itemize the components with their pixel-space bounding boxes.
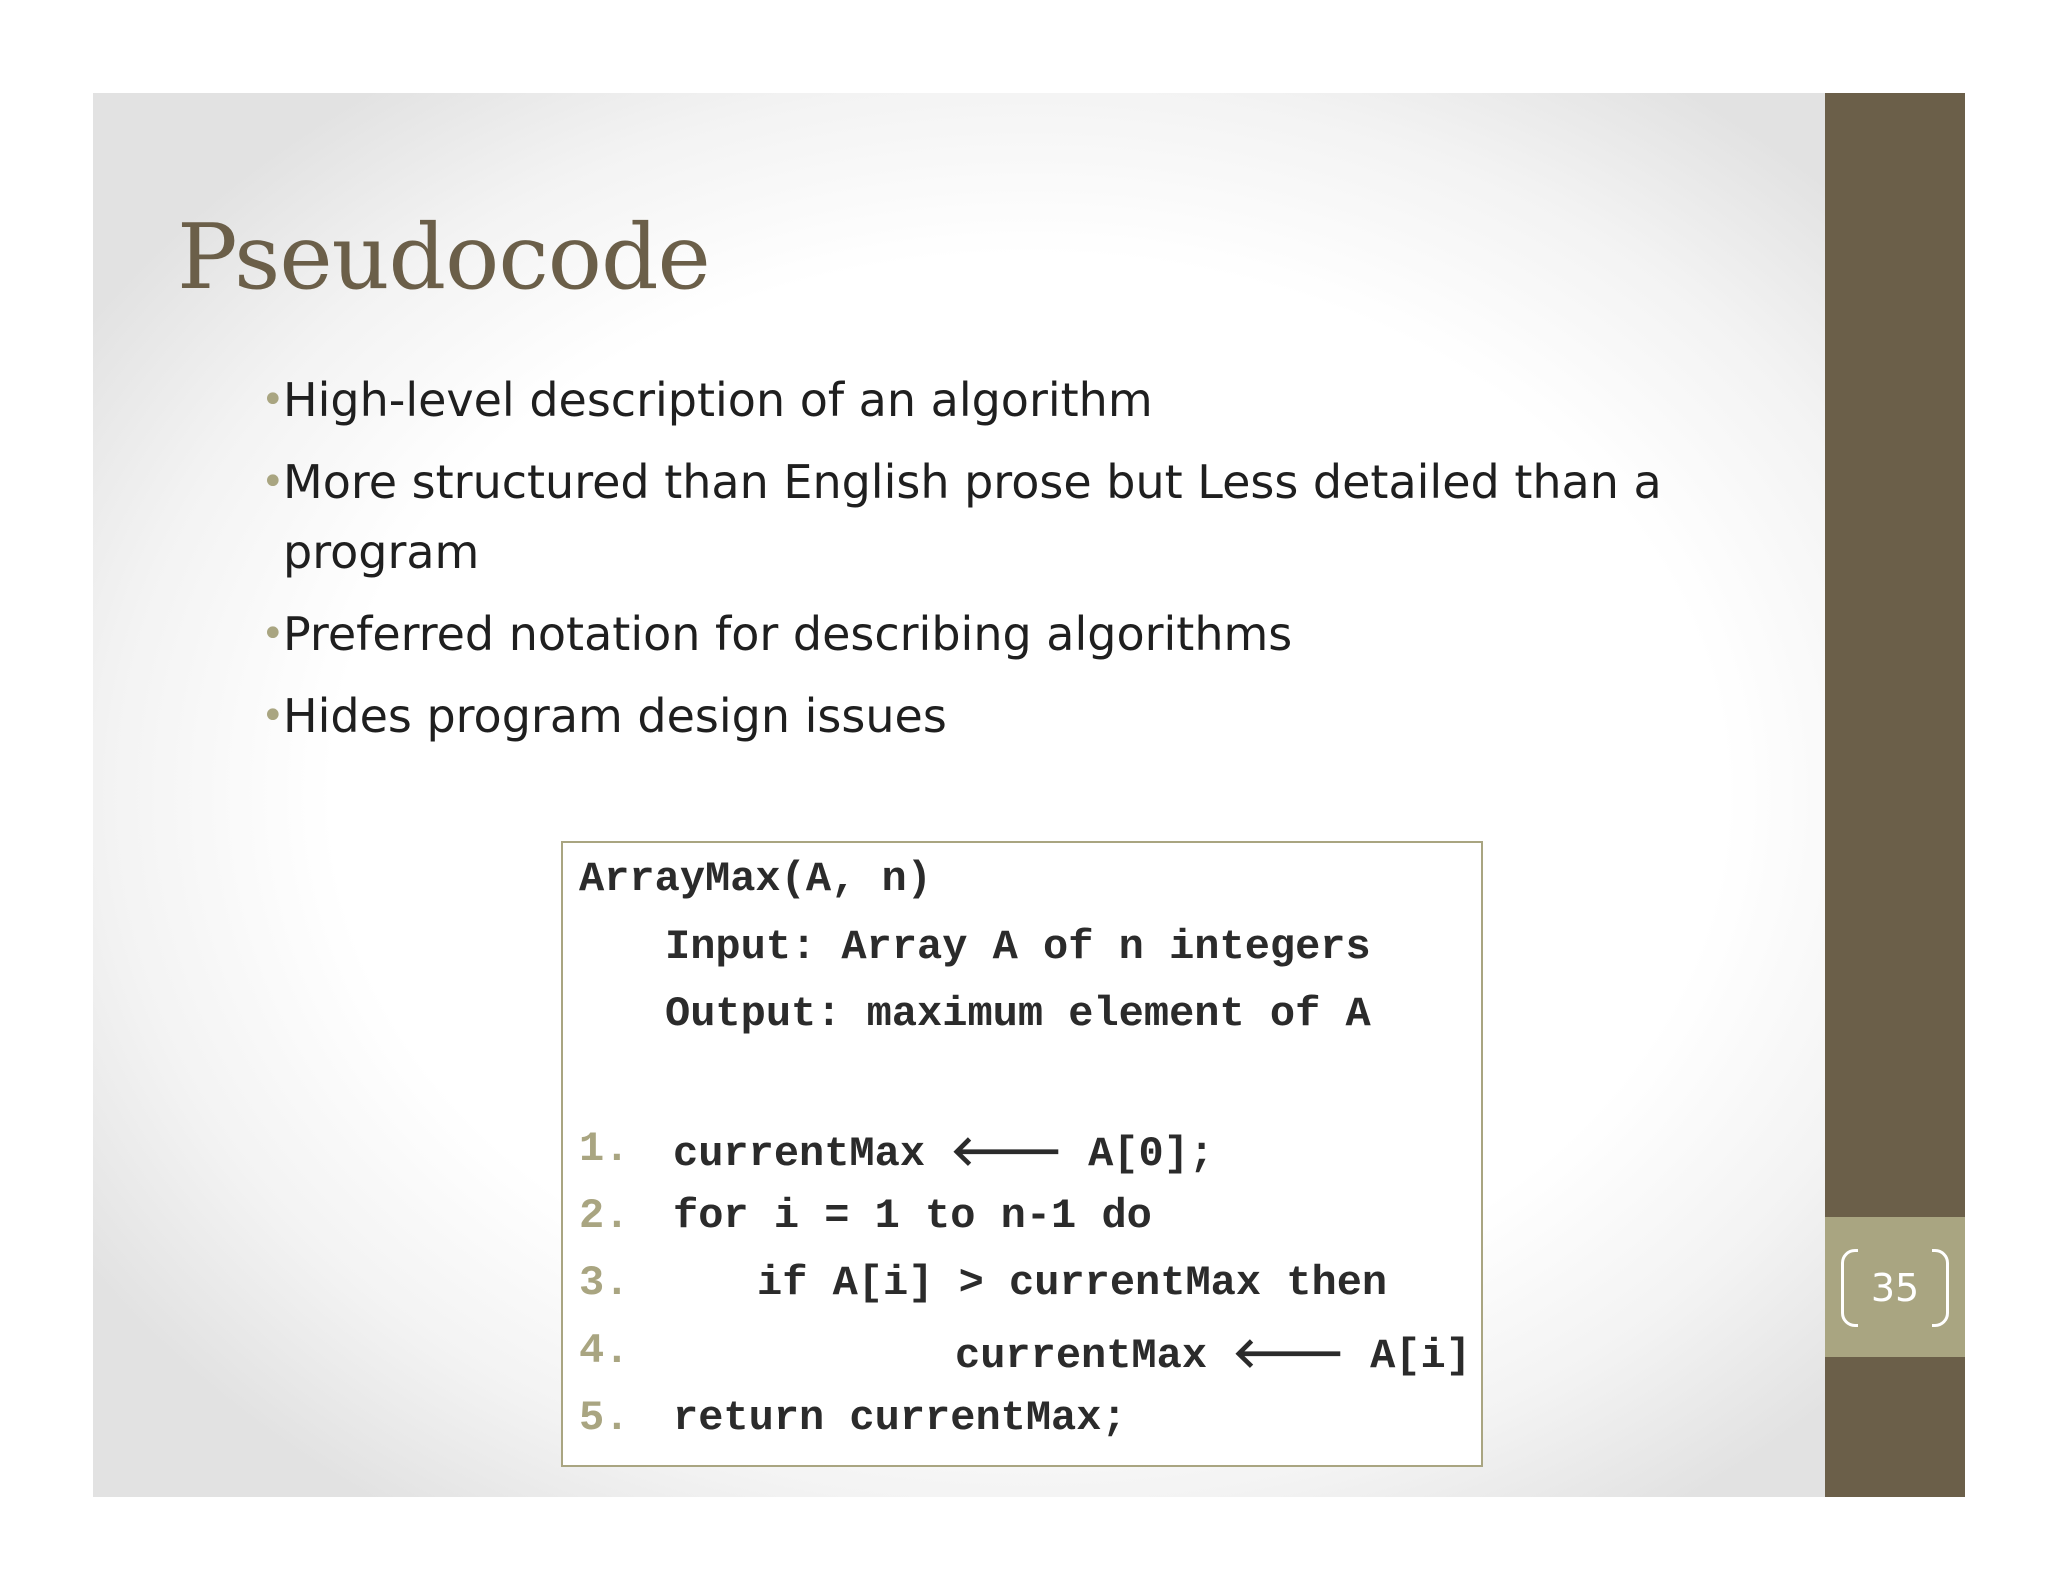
bullet-text: High-level description of an algorithm xyxy=(283,373,1153,427)
slide-title: Pseudocode xyxy=(177,205,710,310)
code-input: Input: Array A of n integers xyxy=(665,923,1371,971)
code-header: ArrayMax(A, n) xyxy=(579,855,932,903)
bullet-text: Preferred notation for describing algorithms xyxy=(283,607,1293,661)
bullet-item xyxy=(167,681,1727,751)
bullet-item xyxy=(167,365,1727,435)
slide xyxy=(93,93,1965,1497)
code-line: for i = 1 to n-1 do xyxy=(673,1192,1152,1240)
line-number: 3. xyxy=(579,1259,630,1307)
code-output: Output: maximum element of A xyxy=(665,990,1371,1038)
line-number: 4. xyxy=(579,1327,630,1375)
code-line: return currentMax; xyxy=(673,1394,1127,1442)
page-number: 35 xyxy=(1870,1266,1920,1310)
bullet-text: Hides program design issues xyxy=(283,689,947,743)
bullet-list xyxy=(167,365,1727,763)
code-line: currentMax 🡐 A[0]; xyxy=(673,1130,1215,1178)
bullet-dot-icon: • xyxy=(261,459,285,505)
bullet-dot-icon: • xyxy=(261,693,285,739)
line-number: 1. xyxy=(579,1125,630,1173)
code-line: currentMax 🡐 A[i] xyxy=(955,1332,1471,1380)
bullet-dot-icon: • xyxy=(261,611,285,657)
bullet-item xyxy=(167,599,1727,669)
code-line: if A[i] > currentMax then xyxy=(757,1259,1388,1307)
pseudocode-box xyxy=(561,841,1483,1467)
bullet-item xyxy=(167,447,1727,587)
bullet-text: More structured than English prose but Less detailed than a program xyxy=(283,455,1662,579)
line-number: 5. xyxy=(579,1394,630,1442)
line-number: 2. xyxy=(579,1192,630,1240)
bullet-dot-icon: • xyxy=(261,377,285,423)
